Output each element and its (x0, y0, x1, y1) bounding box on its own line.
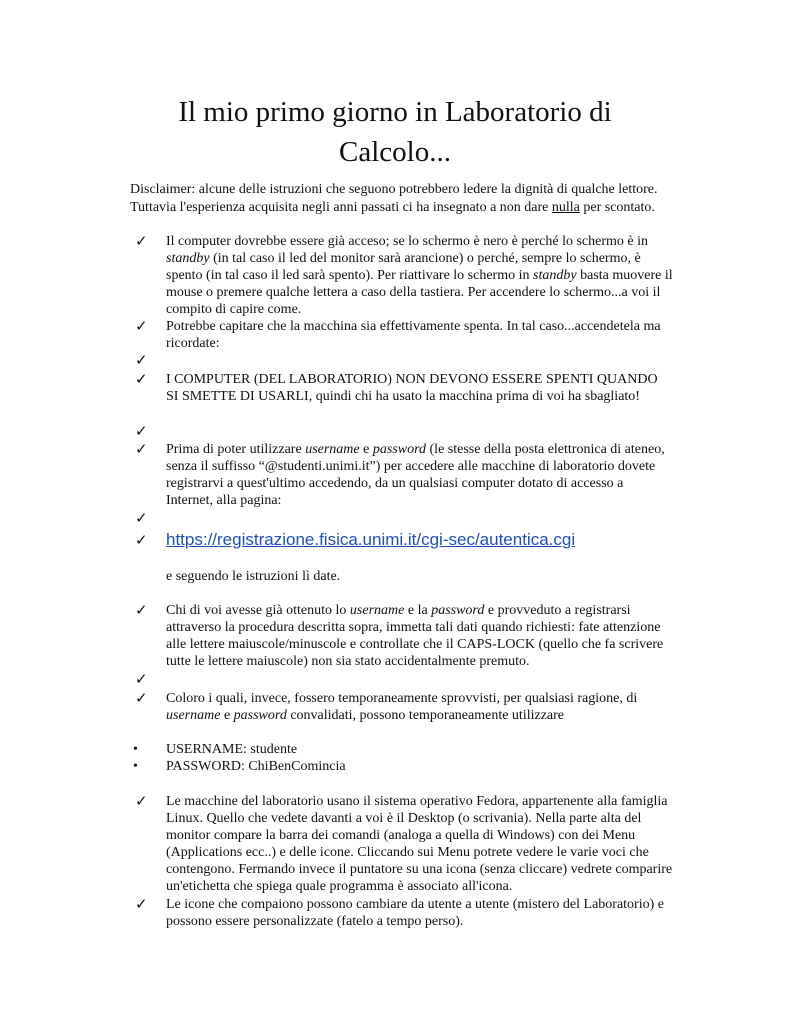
checkmark-icon: ✓ (135, 670, 148, 688)
disclaimer-underlined-word: nulla (551, 200, 580, 215)
checkmark-icon: ✓ (135, 370, 148, 388)
bullet-icon: • (133, 742, 138, 757)
username-text: USERNAME: studente (166, 742, 298, 757)
list-item-text (166, 441, 673, 509)
checkmark-icon: ✓ (135, 440, 148, 458)
text-part: Coloro i quali, invece, fossero temporaneamente sprovvisti, per qualsiasi ragione, di (166, 691, 638, 706)
list-item-text (166, 690, 673, 724)
text-part: e la (404, 603, 432, 618)
registration-link[interactable]: https://registrazione.fisica.unimi.it/cgi-sec/autentica.cgi (166, 530, 576, 549)
text-part: Chi di voi avesse già ottenuto lo (166, 603, 350, 618)
checkmark-icon: ✓ (135, 509, 148, 527)
list-item-text: Potrebbe capitare che la macchina sia effettivamente spenta. In tal caso...accendetela ma ricordate: (166, 319, 661, 351)
checkmark-icon: ✓ (135, 531, 148, 549)
disclaimer-text-before: Disclaimer: alcune delle istruzioni che seguono potrebbero ledere la dignità di qualche lettore. Tuttavia l'esperienza acquisita negli anni passati ci ha insegnato a non dare (130, 182, 658, 215)
checkmark-icon: ✓ (135, 317, 148, 335)
italic-term: password (233, 708, 287, 723)
italic-term: username (349, 603, 405, 618)
text-part: (in tal caso il led del monitor sarà arancione) o perché, sempre lo schermo, è spento (in tal caso il led sarà spento). Per riattivare lo schermo in (166, 251, 641, 283)
italic-term: standby (166, 251, 210, 266)
list-item-text: Le icone che compaiono possono cambiare da utente a utente (mistero del Laboratorio) e possono essere personalizzate (fatelo a tempo perso). (166, 897, 664, 929)
italic-term: username (305, 442, 360, 457)
text-part: e (220, 708, 234, 723)
text-part: convalidati, possono temporaneamente utilizzare (286, 708, 565, 723)
text-part: Il computer dovrebbe essere già acceso; se lo schermo è nero è perché lo schermo è in (166, 234, 649, 249)
checkmark-icon: ✓ (135, 792, 148, 810)
password-text: PASSWORD: ChiBenComincia (166, 759, 346, 774)
text-part: Prima di poter utilizzare (166, 442, 306, 457)
checkmark-icon: ✓ (135, 422, 148, 440)
list-item-text (166, 233, 673, 318)
checkmark-icon: ✓ (135, 689, 148, 707)
bullet-icon: • (133, 759, 138, 774)
text-part: basta muovere il mouse o premere qualche lettera a caso della tastiera. Per accendere lo schermo...a voi il compito di capire come. (166, 268, 673, 317)
checkmark-icon: ✓ (135, 232, 148, 250)
italic-term: standby (533, 268, 577, 283)
checkmark-icon: ✓ (135, 351, 148, 369)
list-item-text: I COMPUTER (DEL LABORATORIO) NON DEVONO ESSERE SPENTI QUANDO SI SMETTE DI USARLI, quindi chi ha usato la macchina prima di voi ha sbagliato! (166, 372, 658, 404)
italic-term: username (166, 708, 221, 723)
text-part: e provveduto a registrarsi attraverso la procedura descritta sopra, immetta tali dati quando richiesti: fate attenzione alle lettere maiuscole/minuscole e controllate che il CAPS-LOCK (quello che fa scrivere tutte le lettere maiuscole) non sia stato accidentalmente premuto. (166, 603, 664, 669)
page-title: Il mio primo giorno in Laboratorio di Calcolo... (178, 96, 612, 168)
follow-text: e seguendo le istruzioni lì date. (166, 569, 341, 584)
list-item-text: Le macchine del laboratorio usano il sistema operativo Fedora, appartenente alla famiglia Linux. Quello che vedete davanti a voi è il Desktop (o scrivania). Nella parte alta del monitor compare la barra dei comandi (analoga a quella di Windows) con dei Menu (Applications ecc..) e delle icone. Cliccando sui Menu potrete vedere le varie voci che contengono. Fermando invece il puntatore su una icona (senza cliccare) vedrete comparire un'etichetta che spiega quale programma è associato all'icona. (166, 794, 673, 894)
italic-term: password (372, 442, 427, 457)
disclaimer (130, 181, 675, 217)
text-part: (le stesse della posta elettronica di ateneo, senza il suffisso “@studenti.unimi.it”) per accedere alle macchine di laboratorio dovete registrarvi a quest'ultimo accedendo, da un qualsiasi computer dotato di accesso a Internet, alla pagina: (166, 442, 665, 508)
list-item-text (166, 602, 673, 670)
checkmark-icon: ✓ (135, 601, 148, 619)
italic-term: password (431, 603, 485, 618)
disclaimer-text-after: per scontato. (579, 200, 655, 215)
text-part: e (359, 442, 373, 457)
checkmark-icon: ✓ (135, 895, 148, 913)
